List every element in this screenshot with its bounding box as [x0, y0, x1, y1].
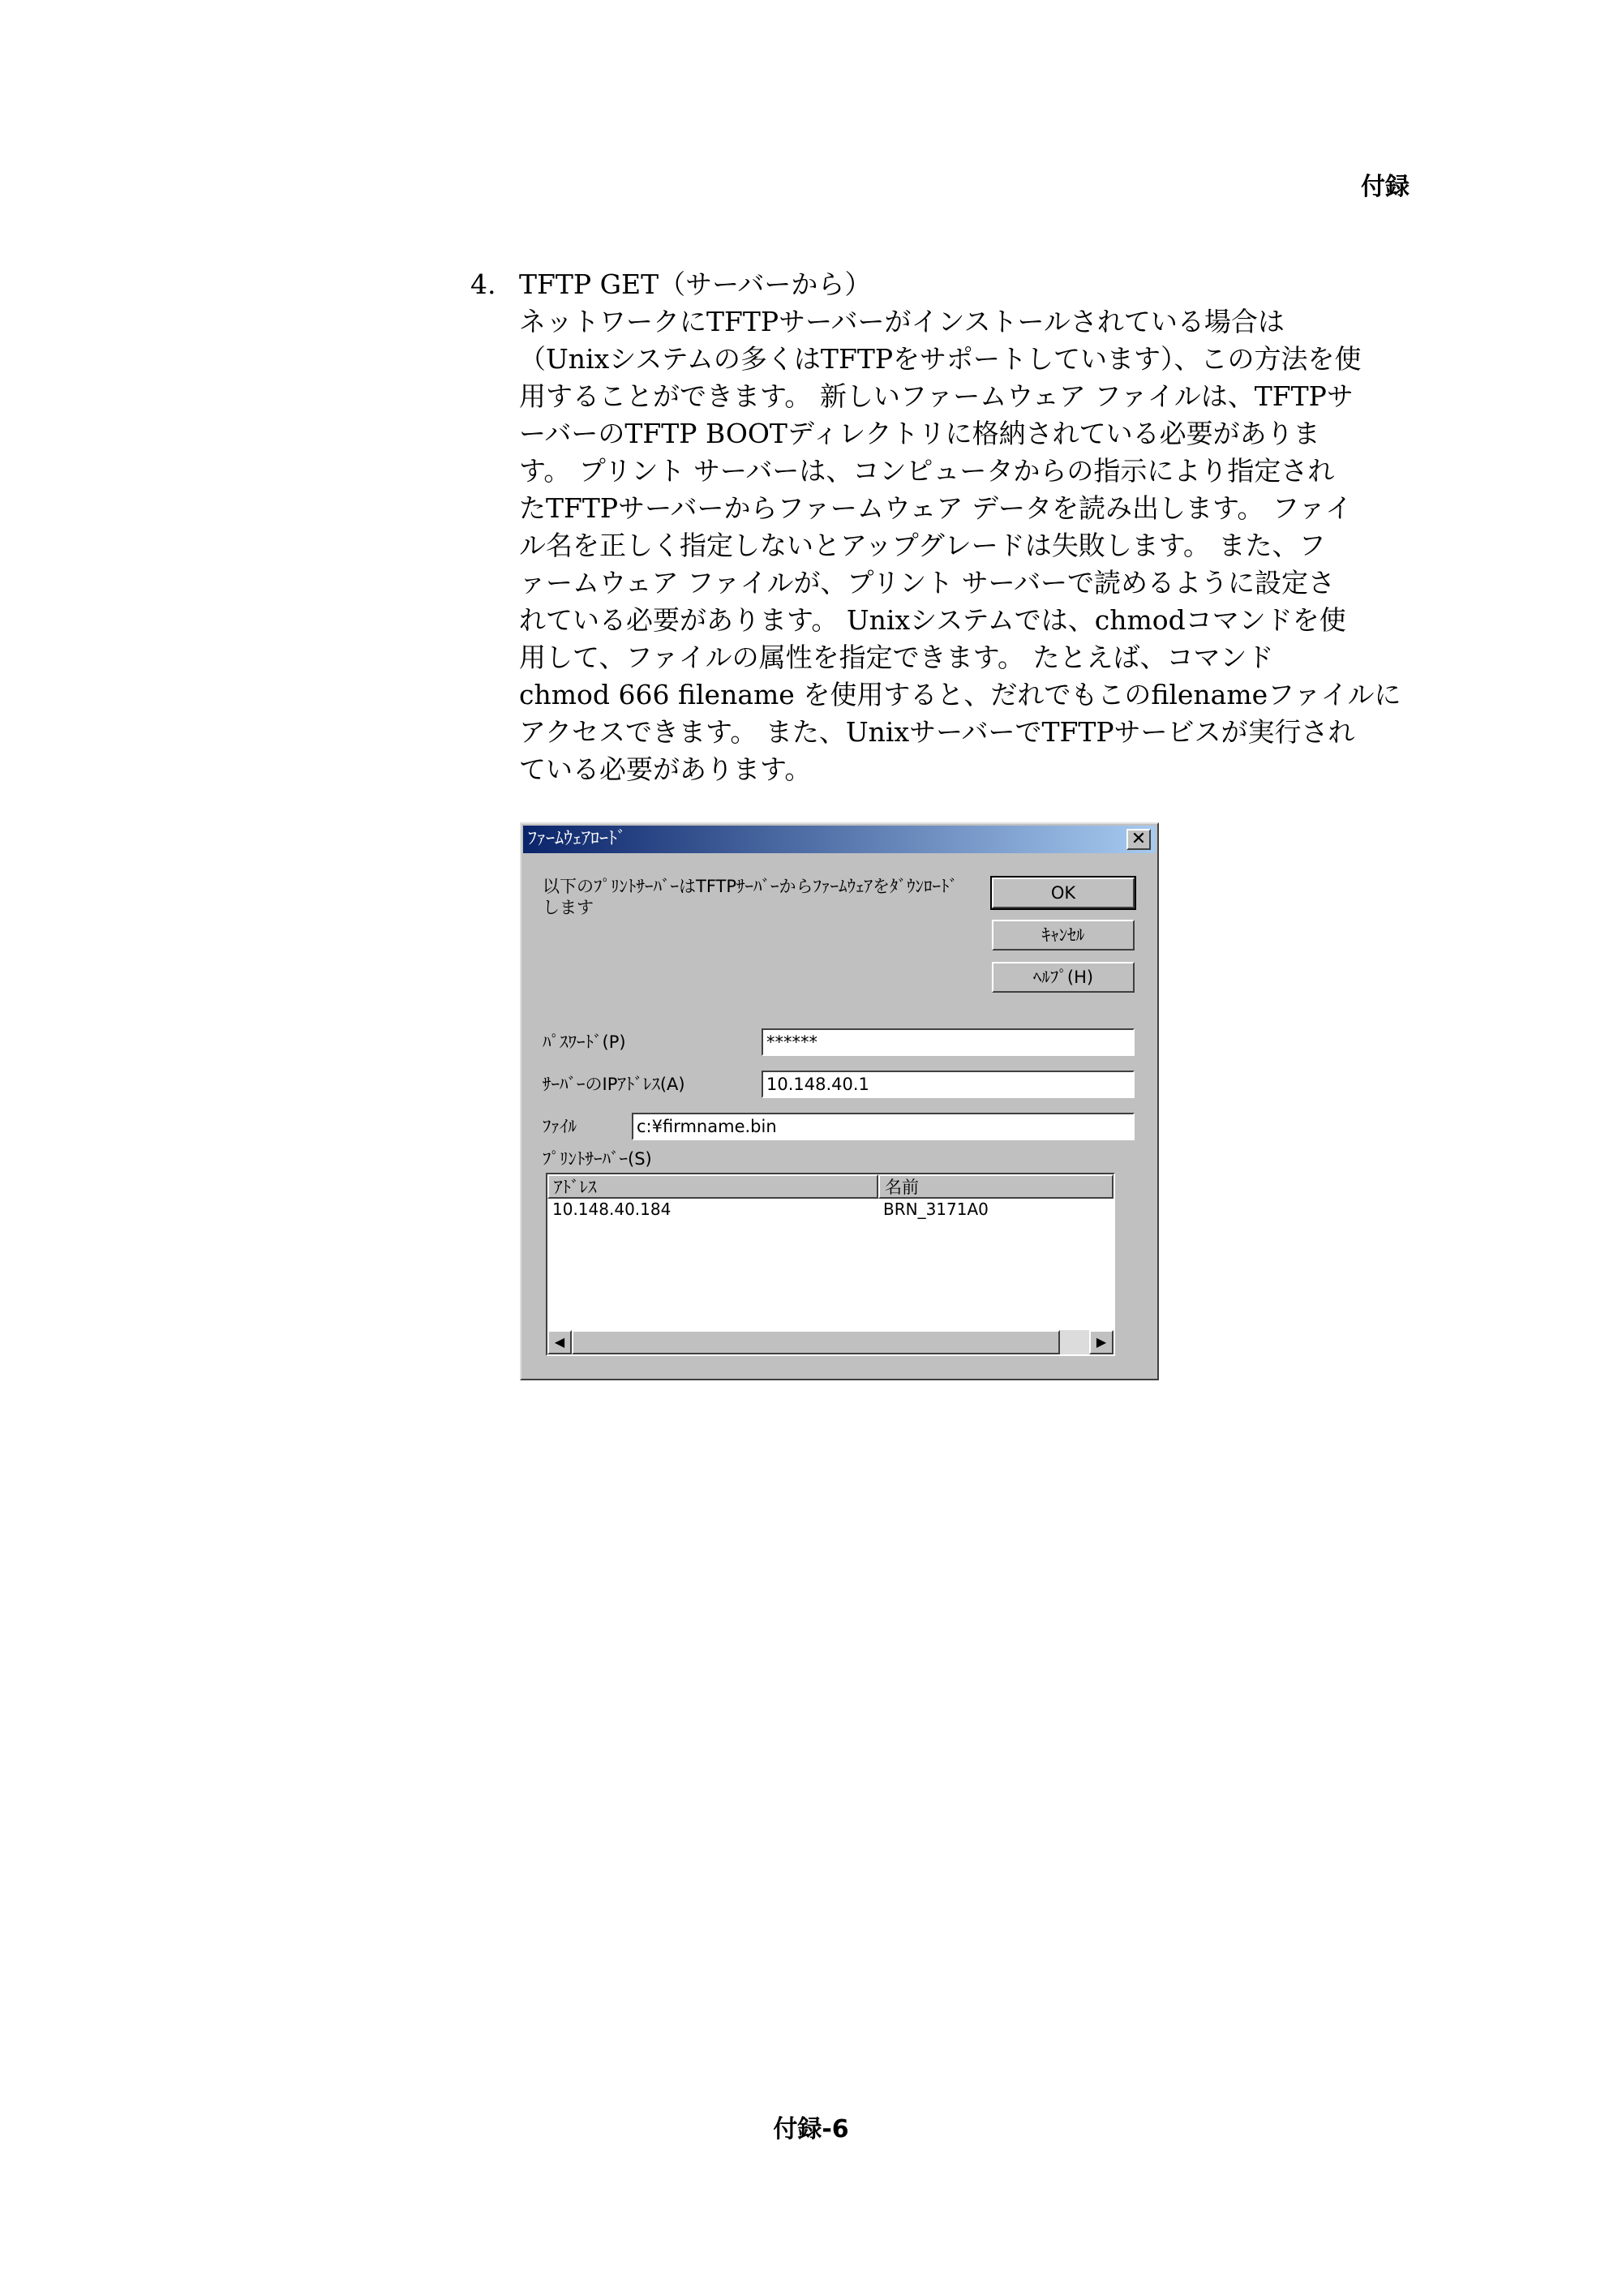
close-icon[interactable]: ✕ — [1126, 829, 1151, 850]
list-item[interactable] — [547, 1199, 1114, 1220]
body-line: れている必要があります。 Unixシステムでは、chmodコマンドを使 — [519, 604, 1346, 636]
scroll-left-icon[interactable]: ◀ — [547, 1330, 572, 1354]
server-ip-label: ｻｰﾊﾞｰのIPｱﾄﾞﾚｽ(A) — [543, 1075, 685, 1094]
body-line: ている必要があります。 — [519, 753, 812, 785]
scroll-thumb[interactable] — [572, 1330, 1060, 1354]
dialog-title: ﾌｧｰﾑｳｪｱﾛｰﾄﾞ — [528, 829, 627, 849]
list-header — [547, 1174, 1114, 1199]
body-line: たTFTPサーバーからファームウェア データを読み出します。 ファイ — [519, 492, 1353, 524]
password-label: ﾊﾟｽﾜｰﾄﾞ(P) — [543, 1032, 626, 1052]
step-title: TFTP GET（サーバーから） — [519, 268, 872, 300]
list-item-name: BRN_3171A0 — [883, 1199, 989, 1219]
dialog-message: 以下のﾌﾟﾘﾝﾄｻｰﾊﾞｰはTFTPｻｰﾊﾞｰからﾌｧｰﾑｳｪｱをﾀﾞｳﾝﾛｰﾄﾞします — [543, 877, 959, 917]
body-line: アクセスできます。 また、UnixサーバーでTFTPサービスが実行され — [519, 716, 1355, 748]
step-4-section — [470, 266, 1411, 788]
help-button[interactable]: ﾍﾙﾌﾟ(H) — [992, 962, 1135, 993]
column-header-address[interactable]: ｱﾄﾞﾚｽ — [547, 1174, 878, 1199]
firmware-load-dialog — [520, 822, 1159, 1380]
dialog-titlebar[interactable] — [523, 826, 1156, 853]
body-line: ネットワークにTFTPサーバーがインストールされている場合は — [519, 306, 1285, 337]
page-number: 付録-6 — [773, 2115, 849, 2144]
body-line: 用して、ファイルの属性を指定できます。 たとえば、コマンド — [519, 642, 1274, 673]
scroll-right-icon[interactable]: ▶ — [1089, 1330, 1114, 1354]
body-line: chmod 666 filename を使用すると、だれでもこのfilenameファイルに — [519, 679, 1401, 710]
list-item-address: 10.148.40.184 — [552, 1199, 672, 1219]
body-line: （Unixシステムの多くはTFTPをサポートしています）、この方法を使 — [519, 343, 1362, 375]
column-header-name[interactable]: 名前 — [878, 1174, 1114, 1199]
step-body — [519, 303, 1411, 788]
password-field[interactable]: ****** — [762, 1028, 1135, 1056]
body-line: 用することができます。 新しいファームウェア ファイルは、TFTPサ — [519, 380, 1354, 412]
file-label: ﾌｧｲﾙ — [543, 1117, 577, 1136]
print-server-label: ﾌﾟﾘﾝﾄｻｰﾊﾞｰ(S) — [543, 1149, 652, 1169]
body-line: ァームウェア ファイルが、プリント サーバーで読めるように設定さ — [519, 567, 1336, 599]
server-ip-field[interactable]: 10.148.40.1 — [762, 1071, 1135, 1098]
horizontal-scrollbar[interactable] — [547, 1330, 1114, 1354]
cancel-button[interactable]: ｷｬﾝｾﾙ — [992, 920, 1135, 951]
body-line: ーバーのTFTP BOOTディレクトリに格納されている必要がありま — [519, 418, 1320, 449]
print-server-list[interactable] — [546, 1173, 1115, 1356]
running-header: 付録 — [1361, 173, 1410, 201]
step-heading — [470, 266, 1411, 303]
body-line: す。 プリント サーバーは、コンピュータからの指示により指定され — [519, 455, 1335, 487]
file-field[interactable]: c:¥firmname.bin — [632, 1113, 1135, 1140]
body-line: ル名を正しく指定しないとアップグレードは失敗します。 また、フ — [519, 530, 1326, 561]
ok-button[interactable]: OK — [992, 878, 1135, 908]
step-number: 4. — [470, 268, 496, 300]
